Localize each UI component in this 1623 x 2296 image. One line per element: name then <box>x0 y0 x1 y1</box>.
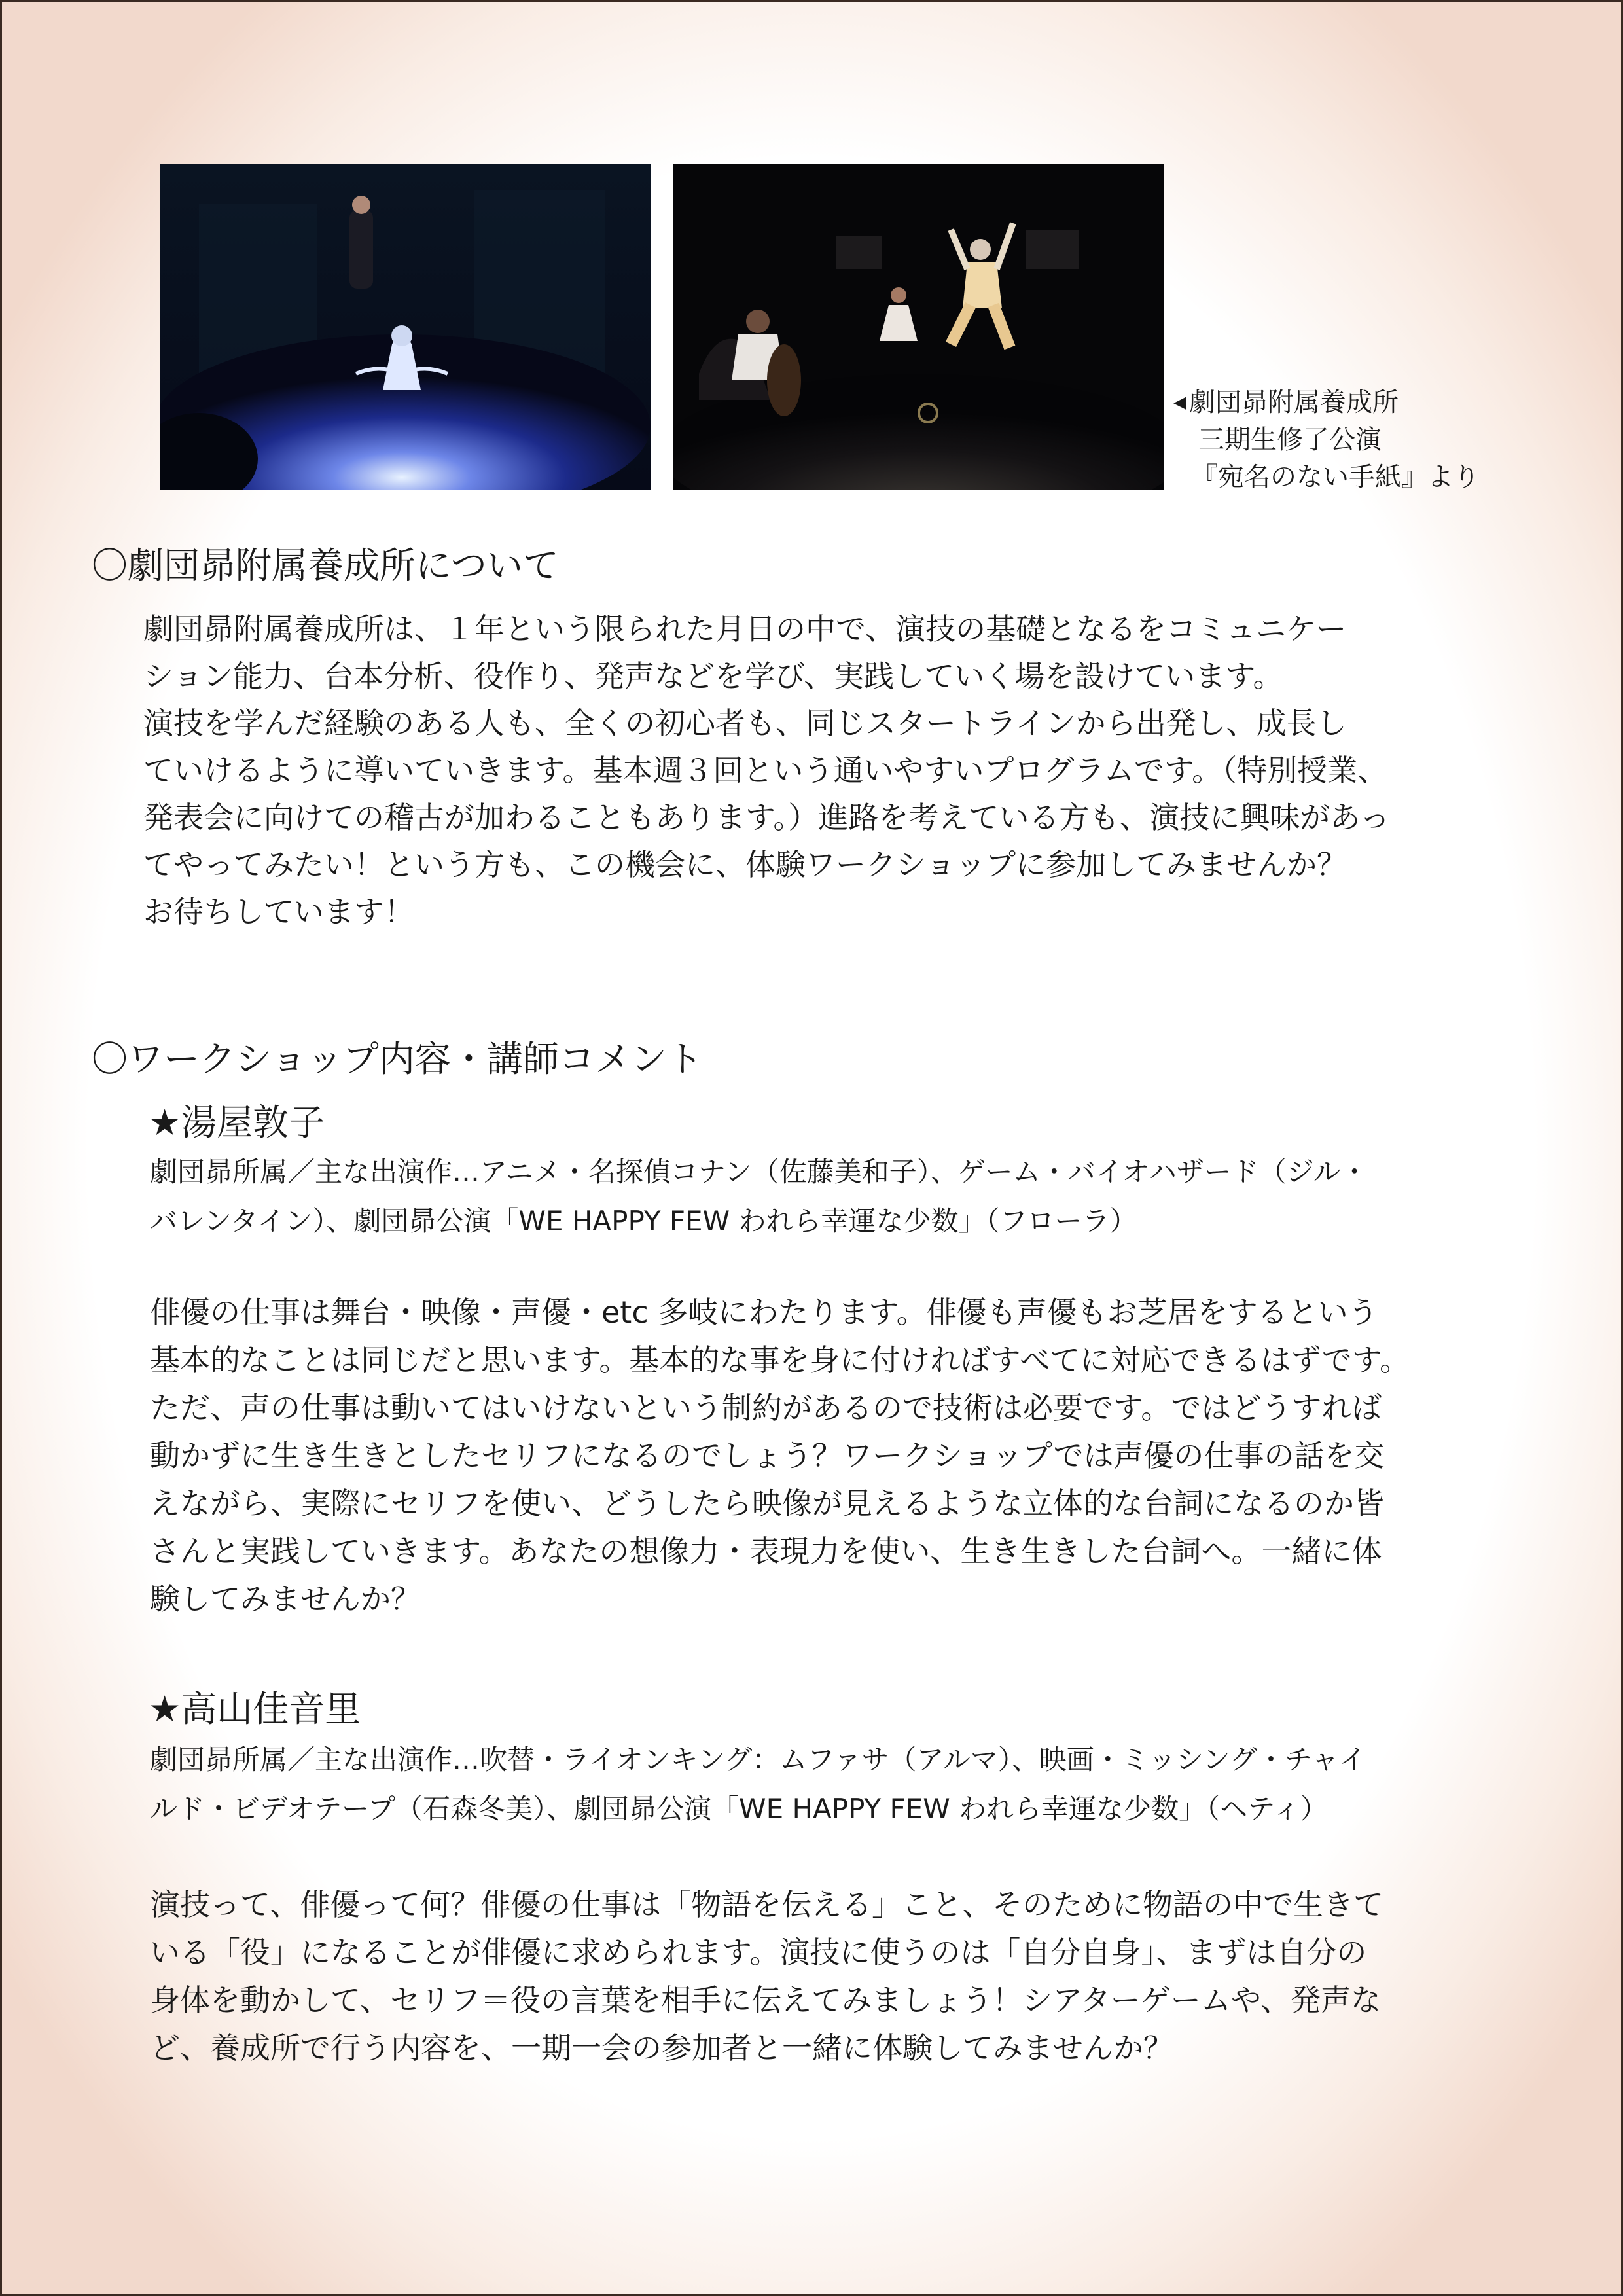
instructor-name: ★高山佳音里 <box>149 1688 361 1730</box>
instructor-comment: 俳優の仕事は舞台・映像・声優・etc 多岐にわたります。俳優も声優もお芝居をするという 基本的なことは同じだと思います。基本的な事を身に付ければすべてに対応できるはずです。 ただ、声の仕事は動いてはいけないという制約があるので技術は必要です。ではどうすれば 動かずに生き生きとしたセリフになるのでしょう？ワークショップでは声優の仕事の話を交 えながら、実際にセリフを使い、どうしたら映像が見えるような立体的な台詞になるのか皆 さんと実践していきます。あなたの想像力・表現力を使い、生き生きした台詞へ。一緒に体 験してみませんか？ <box>150 1295 1410 1617</box>
stage-photo-dancer <box>673 164 1164 490</box>
instructor-credits: 劇団昴所属／主な出演作…アニメ・名探偵コナン（佐藤美和子）、ゲーム・バイオハザード（ジル・ バレンタイン）、劇団昴公演「WE HAPPY FEW われら幸運な少数」（フローラ） <box>150 1156 1368 1237</box>
instructor-credits: 劇団昴所属／主な出演作…吹替・ライオンキング：ムファサ（アルマ）、映画・ミッシング・チャイ ルド・ビデオテープ（石森冬美）、劇団昴公演「WE HAPPY FEW われら幸運な少数」（ヘティ） <box>150 1744 1366 1825</box>
instructor-name: ★湯屋敦子 <box>149 1102 325 1143</box>
workshop-heading: 〇ワークショップ内容・講師コメント <box>92 1038 703 1080</box>
instructor-comment: 演技って、俳優って何？俳優の仕事は「物語を伝える」こと、そのために物語の中で生きて いる「役」になることが俳優に求められます。演技に使うのは「自分自身」、まずは自分の 身体を動かして、セリフ＝役の言葉を相手に伝えてみましょう！シアターゲームや、発声な ど、養成所で行う内容を、一期一会の参加者と一緒に体験してみませんか？ <box>150 1887 1384 2066</box>
about-heading: 〇劇団昴附属養成所について <box>92 545 559 586</box>
stage-photo-spotlight <box>160 164 651 490</box>
about-paragraph: 劇団昴附属養成所は、１年という限られた月日の中で、演技の基礎となるをコミュニケー ション能力、台本分析、役作り、発声などを学び、実践していく場を設けています。 演技を学んだ経験のある人も、全くの初心者も、同じスタートラインから出発し、成長し ていけるように導いていきます。基本週３回という通いやすいプログラムです。（特別授業、 発表会に向けての稽古が加わることもあります。）進路を考えている方も、演技に興味があっ てやってみたい！という方も、この機会に、体験ワークショップに参加してみませんか？ お待ちしています！ <box>143 611 1390 929</box>
caption-arrow-icon: ◀ <box>1173 393 1186 412</box>
photo-caption: ◀ 劇団昴附属養成所 三期生修了公演 『宛名のない手紙』より <box>1173 387 1480 492</box>
